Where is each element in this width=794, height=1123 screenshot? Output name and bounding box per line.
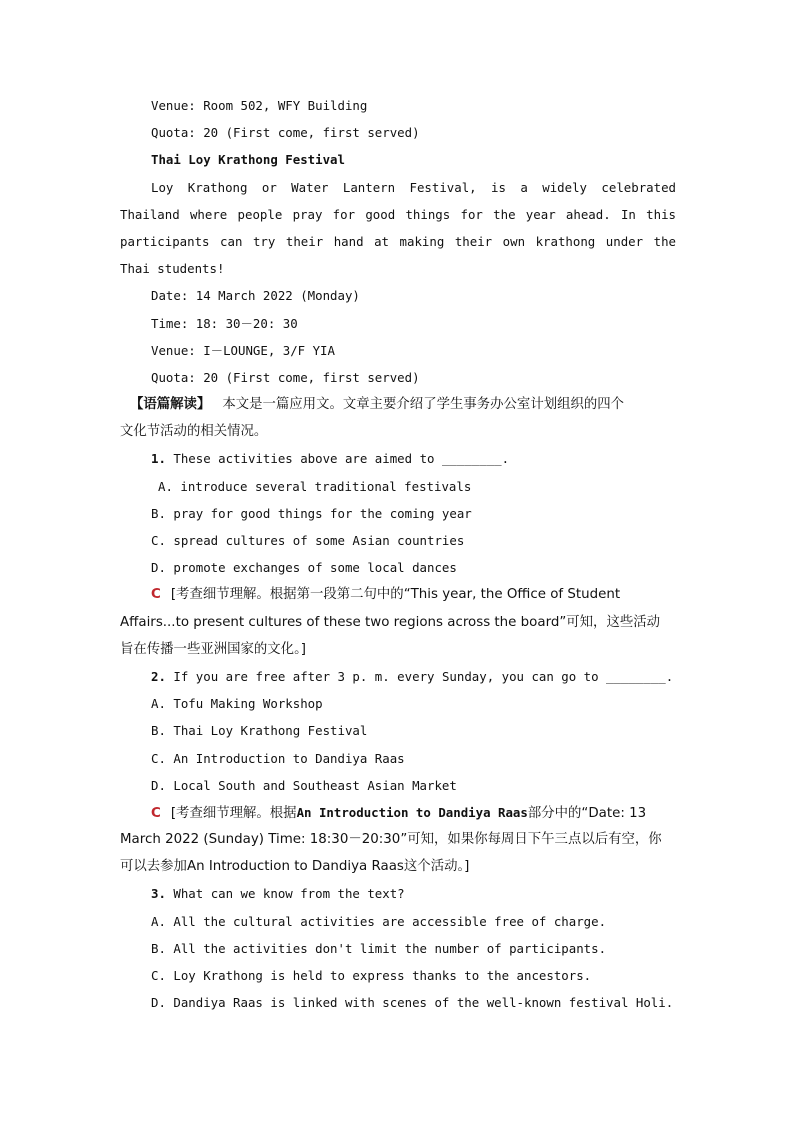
- q2-explanation-post: 部分中的“Date: 13: [527, 805, 647, 821]
- question-2: [120, 663, 676, 690]
- question-3-stem: What can we know from the text?: [173, 886, 405, 902]
- q1-option-c: C. spread cultures of some Asian countries: [151, 533, 465, 548]
- thai-desc-line-2: Thailand where people pray for good things for the year ahead. In this: [120, 206, 676, 222]
- q2-option-a: A. Tofu Making Workshop: [151, 696, 323, 712]
- q1-explanation-line-3: 旨在传播一些亚洲国家的文化。]: [120, 641, 306, 657]
- question-1: [120, 445, 676, 472]
- q3-option-d: D. Dandiya Raas is linked with scenes of the well-known festival Holi.: [151, 995, 674, 1011]
- analysis-line-2: 文化节活动的相关情况。: [120, 424, 268, 440]
- q3-option-a: A. All the cultural activities are accessible free of charge.: [151, 913, 607, 929]
- q1-answer: C: [151, 587, 161, 603]
- thai-desc-line-1: Loy Krathong or Water Lantern Festival, is a widely celebrated: [151, 179, 676, 195]
- question-2-stem: If you are free after 3 p. m. every Sunday, you can go to ________.: [173, 668, 674, 684]
- q3-option-c: C. Loy Krathong is held to express thanks to the ancestors.: [151, 968, 592, 983]
- q2-explanation-line-2: March 2022 (Sunday) Time: 18:30－20:30”可知，如果你每周日下午三点以后有空，你: [120, 832, 662, 848]
- analysis-line-1: [120, 391, 676, 418]
- thai-quota: Quota: 20 (First come, first served): [151, 369, 420, 385]
- q2-explanation-bold: An Introduction to Dandiya Raas: [296, 804, 528, 820]
- q1-option-d: D. promote exchanges of some local dances: [151, 560, 457, 576]
- q3-option-b: B. All the activities don't limit the number of participants.: [151, 940, 607, 956]
- q2-explanation-line-1: [120, 799, 676, 826]
- analysis-text-1: 本文是一篇应用文。文章主要介绍了学生事务办公室计划组织的四个: [222, 397, 625, 413]
- prev-event-venue: Venue: Room 502, WFY Building: [151, 98, 368, 113]
- question-1-number: 1.: [151, 451, 166, 467]
- thai-desc-line-4: Thai students!: [120, 261, 225, 277]
- question-3-number: 3.: [151, 886, 166, 902]
- q2-answer: C: [151, 805, 161, 821]
- q2-option-c: C. An Introduction to Dandiya Raas: [151, 750, 405, 766]
- document-page: [120, 92, 676, 1016]
- question-2-number: 2.: [151, 668, 166, 684]
- q1-explanation-line-2: Affairs...to present cultures of these two regions across the board”可知，这些活动: [120, 614, 661, 630]
- q1-option-b: B. pray for good things for the coming year: [151, 505, 472, 521]
- thai-time: Time: 18: 30－20: 30: [151, 315, 298, 331]
- q2-option-d: D. Local South and Southeast Asian Market: [151, 777, 457, 793]
- thai-date: Date: 14 March 2022 (Monday): [151, 288, 360, 304]
- thai-desc-line-3: participants can try their hand at making their own krathong under the: [120, 233, 676, 249]
- q1-option-a: A. introduce several traditional festivals: [158, 478, 472, 494]
- question-1-stem: These activities above are aimed to ________.: [173, 451, 510, 467]
- thai-venue: Venue: I－LOUNGE, 3/F YIA: [151, 342, 335, 358]
- q2-option-b: B. Thai Loy Krathong Festival: [151, 723, 368, 739]
- question-3: [120, 880, 676, 907]
- q1-explanation-line-1: [120, 581, 676, 608]
- q2-explanation-pre: [考查细节理解。根据: [170, 805, 297, 821]
- q1-explanation-text-1: [考查细节理解。根据第一段第二句中的“This year, the Office of Student: [170, 587, 621, 603]
- analysis-label: 【语篇解读】: [130, 397, 211, 413]
- thai-festival-title: Thai Loy Krathong Festival: [151, 152, 345, 168]
- q2-explanation-line-3: 可以去参加An Introduction to Dandiya Raas这个活动。]: [120, 859, 470, 875]
- prev-event-quota: Quota: 20 (First come, first served): [151, 125, 420, 141]
